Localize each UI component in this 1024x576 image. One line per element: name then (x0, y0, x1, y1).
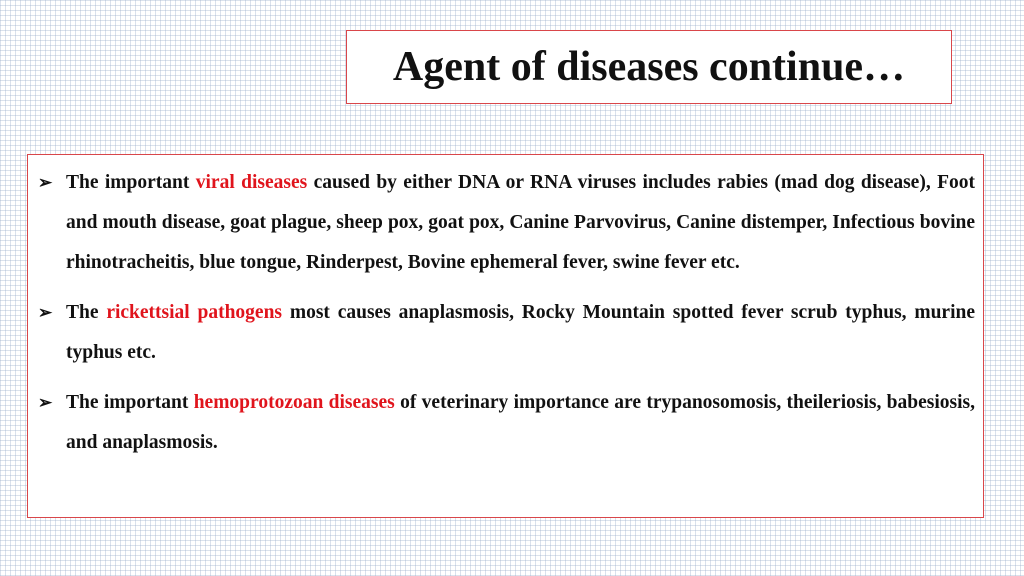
bullet-item-rickettsial-pathogens (38, 293, 975, 373)
highlight-rickettsial-pathogens: rickettsial pathogens (106, 302, 283, 323)
highlight-hemoprotozoan-diseases: hemoprotozoan diseases (193, 392, 395, 413)
arrow-bullet-icon: ➢ (38, 393, 53, 412)
bullet-text-before: The important (66, 392, 194, 413)
title-box (346, 30, 952, 104)
bullet-text-after: most causes anaplasmosis, Rocky Mountain spotted fever scrub typhus, murine typhus etc. (66, 302, 975, 363)
arrow-bullet-icon: ➢ (38, 303, 53, 322)
bullet-text-before: The important (66, 172, 196, 193)
bullet-text-after: caused by either DNA or RNA viruses includes rabies (mad dog disease), Foot and mouth disease, goat plague, sheep pox, goat pox, Canine Parvovirus, Canine distemper, Infectious bovine rhinotracheitis, blue tongue, Rinderpest, Bovine ephemeral fever, swine fever etc. (66, 172, 975, 273)
slide-title: Agent of diseases continue… (392, 44, 906, 90)
highlight-viral-diseases: viral diseases (195, 172, 308, 193)
bullet-text-before: The (66, 302, 107, 323)
bullet-item-hemoprotozoan-diseases (38, 383, 975, 463)
bullet-item-viral-diseases (38, 163, 975, 283)
content-box (27, 154, 984, 518)
bullet-text-after: of veterinary importance are trypanosomosis, theileriosis, babesiosis, and anaplasmosis. (66, 392, 975, 453)
arrow-bullet-icon: ➢ (38, 173, 53, 192)
bullet-list (28, 155, 983, 463)
